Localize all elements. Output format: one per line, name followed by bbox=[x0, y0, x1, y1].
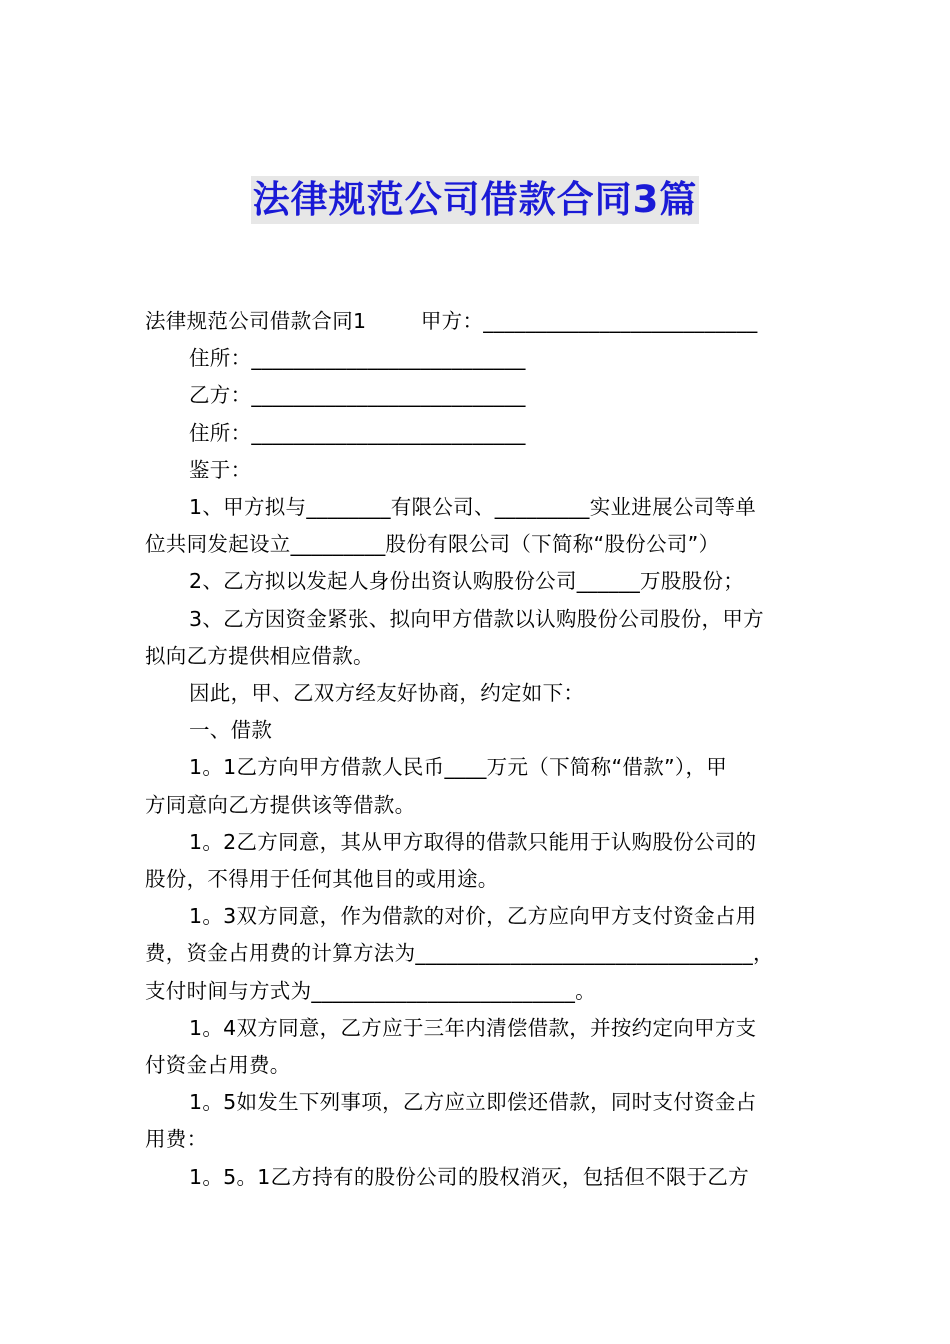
document-line: 鉴于： bbox=[189, 457, 252, 482]
document-line: 付资金占用费。 bbox=[145, 1053, 291, 1078]
document-line: 1。1乙方向甲方借款人民币____万元（下简称“借款”），甲 bbox=[189, 755, 728, 780]
document-line: 方同意向乙方提供该等借款。 bbox=[145, 792, 416, 817]
document-line: 3、乙方因资金紧张、拟向甲方借款以认购股份公司股份，甲方 bbox=[189, 606, 764, 631]
document-line: 1、甲方拟与________有限公司、_________实业进展公司等单 bbox=[189, 495, 757, 520]
document-title: 法律规范公司借款合同3篇 bbox=[251, 176, 700, 224]
title-container bbox=[0, 176, 950, 224]
document-body bbox=[145, 303, 807, 1196]
document-line: 拟向乙方提供相应借款。 bbox=[145, 643, 374, 668]
document-line: 1。5。1乙方持有的股份公司的股权消灭，包括但不限于乙方 bbox=[189, 1164, 750, 1189]
document-line: 1。5如发生下列事项，乙方应立即偿还借款，同时支付资金占 bbox=[189, 1090, 757, 1115]
document-line: 住所：__________________________ bbox=[189, 420, 526, 445]
document-line: 住所：__________________________ bbox=[189, 346, 526, 371]
document-line: 乙方：__________________________ bbox=[189, 383, 526, 408]
document-line: 2、乙方拟以发起人身份出资认购股份公司______万股股份； bbox=[189, 569, 745, 594]
document-line: 1。4双方同意，乙方应于三年内清偿借款，并按约定向甲方支 bbox=[189, 1015, 757, 1040]
document-line: 股份，不得用于任何其他目的或用途。 bbox=[145, 867, 499, 892]
document-line: 支付时间与方式为_________________________。 bbox=[145, 978, 596, 1003]
document-line: 法律规范公司借款合同1 甲方：__________________________ bbox=[145, 309, 758, 333]
document-line: 位共同发起设立_________股份有限公司（下简称“股份公司”） bbox=[145, 532, 720, 557]
document-line: 1。2乙方同意，其从甲方取得的借款只能用于认购股份公司的 bbox=[189, 829, 757, 854]
document-line: 因此，甲、乙双方经友好协商，约定如下： bbox=[189, 681, 585, 706]
document-line: 费，资金占用费的计算方法为________________________________， bbox=[145, 941, 774, 966]
document-line: 一、借款 bbox=[189, 718, 273, 743]
document-line: 1。3双方同意，作为借款的对价，乙方应向甲方支付资金占用 bbox=[189, 904, 757, 929]
document-line: 用费： bbox=[145, 1127, 208, 1152]
